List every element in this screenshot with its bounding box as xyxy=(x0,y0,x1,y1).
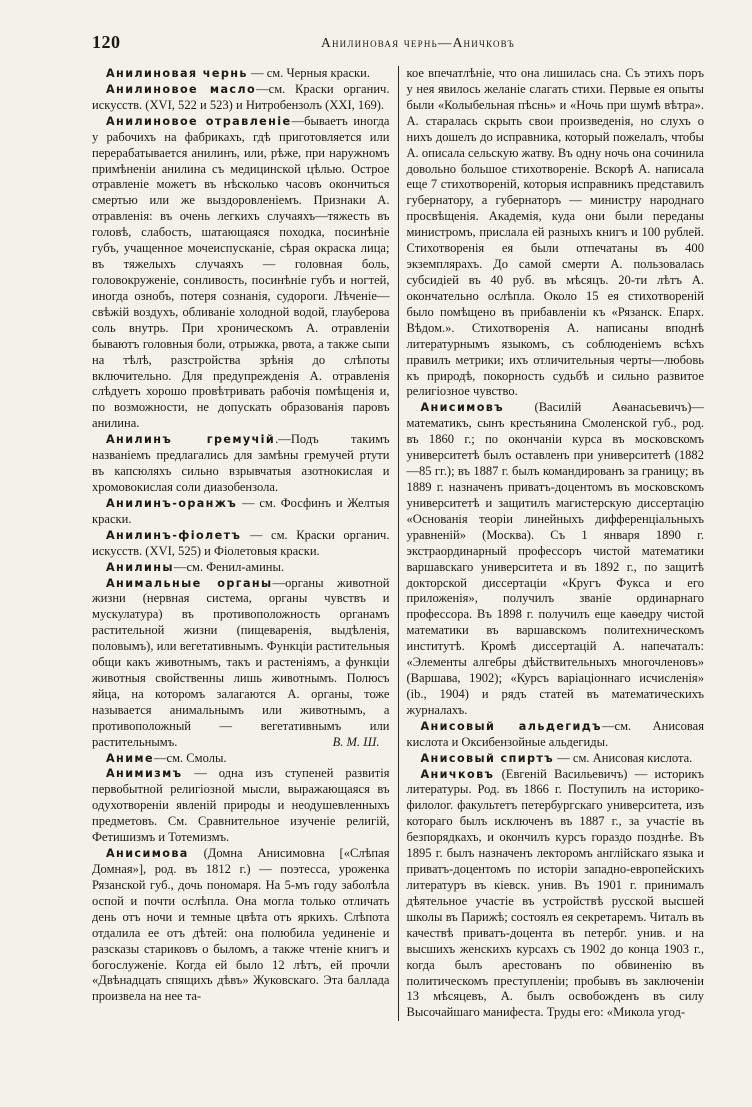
dictionary-entry xyxy=(92,766,390,846)
entry-text: —см. Анисовая кислота и Оксибензойные альдегиды. xyxy=(406,718,704,749)
entry-text: (Василій Аѳанасьевичъ)—математикъ, сынъ крестьянина Смоленской губ., род. въ 1860 г.; по окончаніи курса въ московскомъ университетѣ былъ оставленъ при университетѣ (1882—85 гг.); въ 1887 г. былъ командированъ за границу; въ 1889 г. назначенъ приватъ-доцентомъ въ московскомъ университетѣ и защитилъ магистерскую диссертацію «Основанія теоріи линейныхъ дифференціальныхъ уравненій» (Москва). Съ 1 января 1890 г. экстраординарный профессоръ чистой математики варшавскаго университета и въ 1892 г., по защитѣ докторской диссертаціи «Кругъ Фукса и его приложенія», получилъ званіе ординарнаго профессора. Въ 1898 г. получилъ еще каѳедру чистой математики въ варшавскомъ политехническомъ институтѣ. Кромѣ диссертацій А. напечаталъ: «Элементы алгебры дѣйствительныхъ многочленовъ» (Варшава, 1902); «Курсъ варіаціоннаго исчисленія» (ib., 1904) и рядъ статей въ математическихъ журналахъ. xyxy=(406,400,704,717)
entry-headword: Анилины xyxy=(106,560,174,574)
dictionary-entry xyxy=(92,82,390,114)
entry-text: —органы животной жизни (нервная система, органы чувствъ и мускулатура) въ противоположность органамъ растительной жизни (пищеваренія, выдѣленія, половымъ), или вегетативнымъ. Функціи растительныя общи какъ животнымъ, такъ и растеніямъ, а функціи животныя свойственны лишь животнымъ. Полюсъ яйца, на которомъ залагаются А. органы, тоже называется анимальнымъ или животнымъ, а противоположный — вегетативнымъ или растительнымъ. xyxy=(92,575,390,749)
entry-text: — см. Краски органич. искусств. (XVI, 525) и Фіолетовыя краски. xyxy=(92,527,390,558)
entry-text: (Домна Анисимовна [«Слѣпая Домная»], род. въ 1812 г.) — поэтесса, уроженка Рязанской губ., дочь пономаря. На 5-мъ году заболѣла оспой и почти ослѣпла. Она могла только отличать день отъ ночи и темные цвѣта отъ яркихъ. Слѣпота отдалила ее отъ дѣтей: она полюбила уединеніе и разсказы стариковъ о быломъ, а также чтеніе книгъ и богослуженіе. Когда ей было 12 лѣтъ, ей прочли «Двѣнадцать спящихъ дѣвъ» Жуковскаго. Эта баллада произвела на нее та- xyxy=(92,846,390,1004)
dictionary-entry xyxy=(406,767,704,1022)
text-columns xyxy=(92,66,704,1021)
entry-text: — см. Фосфинъ и Желтыя краски. xyxy=(92,495,390,526)
right-column xyxy=(398,66,704,1021)
entry-text: —см. Краски органич. искусств. (XVI, 522 и 523) и Нитробензолъ (XXI, 169). xyxy=(92,81,390,112)
entry-text: (Евгеній Васильевичъ) — историкъ литературы. Род. въ 1866 г. Поступилъ на историко-филолог. факультетъ петербургскаго университета, изъ котораго былъ исключенъ въ 1887 г., за участіе въ безпорядкахъ, и окончилъ курсъ гораздо позднѣе. Въ 1895 г. былъ назначенъ лекторомъ англійскаго языка и приватъ-доцентомъ по исторіи западно-европейскихъ литературъ въ кіевск. унив. Въ 1901 г. принималъ дѣятельное участіе въ устройствѣ русской высшей школы въ Парижѣ; состоялъ ея секретаремъ. Читалъ въ качествѣ приватъ-доцента въ петербг. унив. и на высшихъ женскихъ курсахъ съ 1902 до конца 1903 г., когда былъ арестованъ по обвиненію въ политическомъ преступленіи; пробывъ въ заключеніи 13 мѣсяцевъ, А. былъ освобожденъ въ силу Высочайшаго манифеста. Труды его: «Микола угод- xyxy=(406,766,704,1020)
entry-headword: Анилиновое отравленіе xyxy=(106,114,292,128)
dictionary-entry xyxy=(92,496,390,528)
dictionary-entry xyxy=(92,576,390,751)
entry-text: — см. Черныя краски. xyxy=(247,66,370,80)
dictionary-entry xyxy=(92,528,390,560)
entry-headword: Анилинъ-оранжъ xyxy=(106,496,238,510)
dictionary-entry xyxy=(406,751,704,767)
dictionary-entry xyxy=(92,560,390,576)
entry-headword: Анисимова xyxy=(106,847,189,861)
entry-text: — одна изъ ступеней развитія первобытной религіозной мысли, выражающаяся въ одухотвореніи явленій природы и неодушевленныхъ предметовъ. См. Сравнительное изученіе религій, Фетишизмъ и Тотемизмъ. xyxy=(92,766,390,845)
dictionary-entry xyxy=(92,751,390,767)
entry-headword: Анимальные органы xyxy=(106,576,273,590)
entry-text: —бываетъ иногда у рабочихъ на фабрикахъ, гдѣ приготовляется или перерабатывается анилинъ, или, рѣже, при наружномъ примѣненіи анилина съ медицинской цѣлью. Острое отравленіе можетъ въ нѣсколько часовъ окончиться смертью или же выздоровленіемъ. Признаки А. отравленія: въ очень легкихъ случаяхъ—тяжесть въ головѣ, слабость, шатающаяся походка, посинѣніе губъ, учащенное мочеиспусканіе, сѣрая окраска лица; въ тяжелыхъ случаяхъ — головная боль, головокруженіе, сонливость, посинѣніе губъ и ногтей, иногда ознобъ, потеря сознанія, судороги. Лѣченіе—свѣжій воздухъ, обливаніе холодной водой, глауберова соль внутрь. При хроническомъ А. отравленіи бываютъ головныя боли, отрыжка, рвота, а также сыпи на тѣлѣ, разстройства зрѣнія до слѣпоты включительно. Для предупрежденія А. отравленія слѣдуетъ хорошо провѣтривать рабочія помѣщенія и, по возможности, не допускать образованія паровъ анилина. xyxy=(92,113,390,431)
entry-text: кое впечатлѣніе, что она лишилась сна. Съ этихъ поръ у нея явилось желаніе слагать стихи. Первые ея опыты были «Колыбельная пѣснь» и «Ночь при шумѣ вѣтра». А. старалась скрыть свои произведенія, но слухъ о нихъ дошелъ до исправника, который пожелалъ, чтобы А. описала сельскую жатву. Въ одну ночь она сочинила довольно большое стихотвореніе. Вскорѣ А. написала еще 7 стихотвореній, которыя исправникъ представилъ губернатору, а губернаторъ — министру народнаго просвѣщенія. Академія, куда они были переданы министромъ, прислала ей разныхъ книгъ и 100 рублей. Стихотворенія ея были отпечатаны въ 400 экземплярахъ. До самой смерти А. пользовалась субсидіей въ 40 руб. въ мѣсяцъ. 20-ти лѣтъ А. окончательно ослѣпла. Около 15 ея стихотвореній было помѣщено въ прибавленіи къ «Рязанск. Епарх. Вѣдом.». Стихотворенія А. написаны вподнѣ литературнымъ языкомъ, съ соблюденіемъ всѣхъ правилъ метрики; ихъ отличительныя черты—любовь къ природѣ, покорность судьбѣ и сильно развитое религіозное чувство. xyxy=(406,66,704,399)
dictionary-entry xyxy=(406,719,704,751)
left-column xyxy=(92,66,398,1021)
dictionary-entry xyxy=(92,66,390,82)
entry-headword: Анисимовъ xyxy=(420,401,505,415)
dictionary-entry xyxy=(92,432,390,496)
dictionary-entry xyxy=(92,114,390,432)
entry-headword: Анилиновая чернь xyxy=(106,67,248,80)
entry-headword: Анисовый альдегидъ xyxy=(420,719,602,733)
entry-headword: Аниме xyxy=(106,751,154,765)
dictionary-entry xyxy=(406,66,704,400)
author-signature: В. М. Ш. xyxy=(332,734,380,749)
entry-headword: Анилиновое масло xyxy=(106,82,257,96)
dictionary-entry xyxy=(92,846,390,1005)
entry-text: —см. Фенил-амины. xyxy=(173,559,285,574)
entry-text: —см. Смолы. xyxy=(153,750,227,765)
entry-headword: Аничковъ xyxy=(420,767,495,781)
page-header xyxy=(92,30,704,56)
entry-text: .—Подъ такимъ названіемъ предлагались для замѣны гремучей ртути въ капсюляхъ сильно взрывчатыя азотнокислая и хромовокислая соли диазобензола. xyxy=(92,432,390,494)
entry-headword: Анимизмъ xyxy=(106,767,183,781)
entry-text: — см. Анисовая кислота. xyxy=(554,750,693,765)
entry-headword: Анисовый спиртъ xyxy=(420,751,555,765)
entry-headword: Анилинъ гремучій xyxy=(106,433,276,447)
page-number: 120 xyxy=(92,32,121,52)
dictionary-entry xyxy=(406,400,704,718)
running-head: Анилиновая чернь—Аничковъ xyxy=(321,35,515,50)
entry-headword: Анилинъ-фіолетъ xyxy=(106,528,242,542)
